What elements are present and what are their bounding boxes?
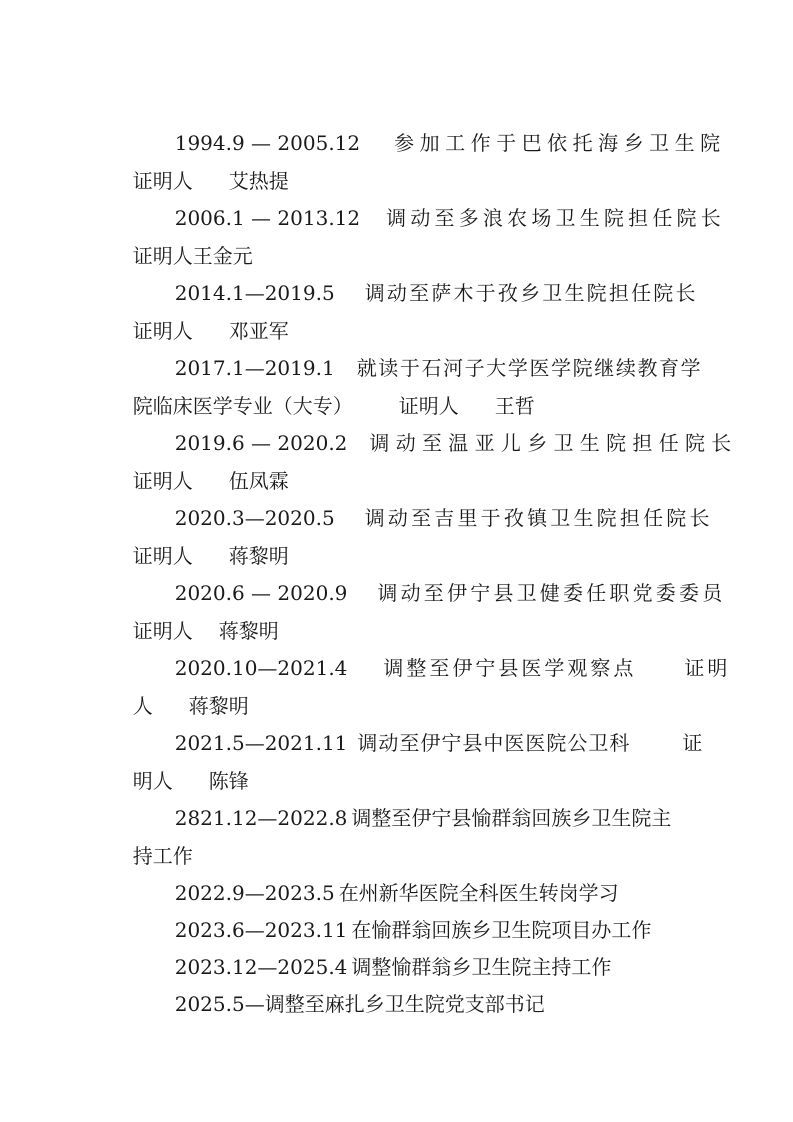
- entry-text: 调动至温亚儿乡卫生院担任院长: [369, 431, 738, 455]
- witness-name: 王金元: [192, 244, 253, 268]
- witness-name: 蒋黎明: [228, 544, 289, 568]
- date-range: 2821.12—2022.8: [174, 806, 348, 830]
- entry-text-cont: 院临床医学专业（大专）: [132, 394, 353, 418]
- entry-text: 调整愉群翁乡卫生院主持工作: [351, 955, 612, 979]
- entry-text: 调动至多浪农场卫生院担任院长: [386, 206, 725, 230]
- date-range: 2017.1—2019.1: [174, 356, 335, 380]
- entry-text-cont: 持工作: [132, 844, 193, 868]
- entry-text: 调动至伊宁县中医医院公卫科: [357, 731, 631, 755]
- witness-label: 证明人: [398, 394, 459, 418]
- witness-label: 证明人: [132, 619, 193, 643]
- date-range: 2023.6—2023.11: [174, 918, 348, 942]
- witness-name: 邓亚军: [228, 319, 289, 343]
- date-range: 2020.10—2021.4: [174, 656, 348, 680]
- witness-label-cont: 明人: [132, 769, 173, 793]
- witness-name: 蒋黎明: [188, 694, 249, 718]
- entry-text: 调动至萨木于孜乡卫生院担任院长: [364, 281, 698, 305]
- date-range: 2022.9—2023.5: [174, 881, 335, 905]
- date-range: 2023.12—2025.4: [174, 955, 348, 979]
- date-range: 2020.6 — 2020.9: [174, 581, 348, 605]
- date-range: 2014.1—2019.5: [174, 281, 335, 305]
- witness-label: 证明人: [132, 544, 193, 568]
- date-range: 2006.1 — 2013.12: [174, 206, 361, 230]
- witness-label-part: 证: [682, 731, 703, 755]
- witness-name: 艾热提: [228, 169, 289, 193]
- date-range: 2019.6 — 2020.2: [174, 431, 348, 455]
- entry-text: 在州新华医院全科医生转岗学习: [338, 881, 619, 905]
- date-range: 1994.9 — 2005.12: [174, 131, 361, 155]
- witness-label: 证明人: [132, 169, 193, 193]
- entry-line: [162, 968, 545, 1016]
- date-range: 2021.5—2021.11: [174, 731, 348, 755]
- entry-text: 调整至麻扎乡卫生院党支部书记: [264, 992, 545, 1016]
- witness-name: 伍凤霖: [228, 469, 289, 493]
- witness-label: 证明人: [132, 319, 193, 343]
- witness-name: 王哲: [494, 394, 535, 418]
- entry-text: 调整至伊宁县愉群翁回族乡卫生院主: [351, 806, 672, 830]
- entry-line: [162, 782, 671, 830]
- entry-text: 在愉群翁回族乡卫生院项目办工作: [351, 918, 652, 942]
- entry-text: 调整至伊宁县医学观察点: [383, 656, 637, 680]
- witness-name: 陈锋: [208, 769, 249, 793]
- entry-text: 调动至伊宁县卫健委任职党委委员: [377, 581, 726, 605]
- entry-text: 就读于石河子大学医学院继续教育学: [356, 356, 703, 380]
- witness-label: 证明人: [132, 469, 193, 493]
- date-range: 2025.5—: [174, 992, 265, 1016]
- date-range: 2020.3—2020.5: [174, 506, 335, 530]
- entry-text: 调动至吉里于孜镇卫生院担任院长: [364, 506, 713, 530]
- witness-name: 蒋黎明: [218, 619, 279, 643]
- witness-label-part: 证明: [684, 656, 731, 680]
- witness-label: 证明人: [132, 244, 193, 268]
- entry-text: 参加工作于巴依托海乡卫生院: [394, 131, 726, 155]
- witness-label-cont: 人: [132, 694, 153, 718]
